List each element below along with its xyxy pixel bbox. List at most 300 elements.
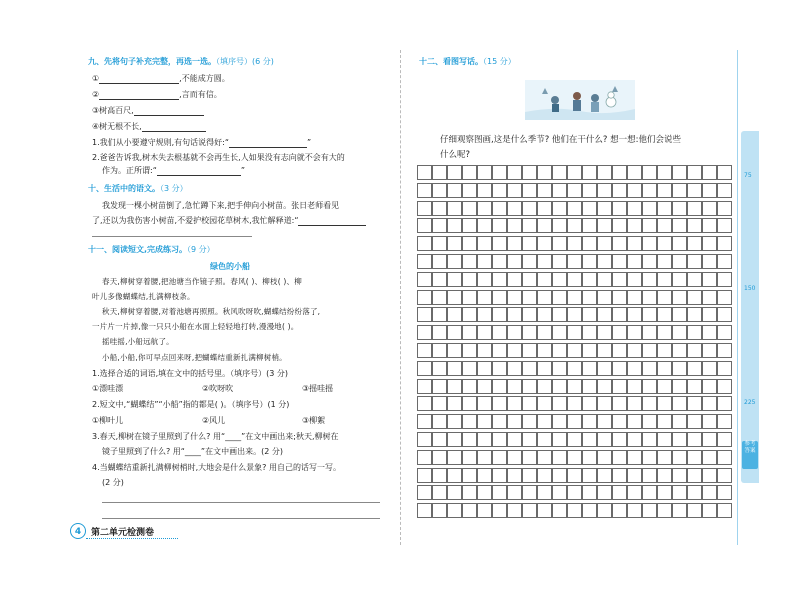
- grid-cell[interactable]: [672, 379, 687, 394]
- grid-cell[interactable]: [492, 414, 507, 429]
- grid-cell[interactable]: [507, 414, 522, 429]
- grid-cell[interactable]: [537, 307, 552, 322]
- grid-cell[interactable]: [567, 343, 582, 358]
- grid-cell[interactable]: [537, 183, 552, 198]
- grid-cell[interactable]: [432, 450, 447, 465]
- grid-cell[interactable]: [462, 272, 477, 287]
- grid-cell[interactable]: [417, 379, 432, 394]
- grid-cell[interactable]: [462, 379, 477, 394]
- grid-cell[interactable]: [642, 201, 657, 216]
- grid-cell[interactable]: [477, 165, 492, 180]
- grid-cell[interactable]: [642, 343, 657, 358]
- grid-cell[interactable]: [627, 485, 642, 500]
- grid-row[interactable]: [417, 325, 737, 340]
- grid-cell[interactable]: [492, 361, 507, 376]
- grid-cell[interactable]: [657, 414, 672, 429]
- grid-cell[interactable]: [552, 307, 567, 322]
- grid-cell[interactable]: [537, 325, 552, 340]
- grid-cell[interactable]: [582, 236, 597, 251]
- grid-cell[interactable]: [432, 236, 447, 251]
- grid-cell[interactable]: [717, 485, 732, 500]
- grid-cell[interactable]: [447, 165, 462, 180]
- q11-answer-line-1[interactable]: [102, 502, 380, 503]
- grid-cell[interactable]: [447, 236, 462, 251]
- grid-cell[interactable]: [717, 450, 732, 465]
- grid-cell[interactable]: [582, 165, 597, 180]
- grid-cell[interactable]: [507, 379, 522, 394]
- grid-cell[interactable]: [477, 272, 492, 287]
- grid-cell[interactable]: [552, 183, 567, 198]
- q10-answer-line[interactable]: [92, 236, 252, 237]
- grid-cell[interactable]: [522, 236, 537, 251]
- grid-cell[interactable]: [462, 325, 477, 340]
- grid-cell[interactable]: [492, 254, 507, 269]
- grid-cell[interactable]: [432, 432, 447, 447]
- grid-cell[interactable]: [552, 236, 567, 251]
- grid-cell[interactable]: [447, 307, 462, 322]
- grid-cell[interactable]: [687, 503, 702, 518]
- grid-cell[interactable]: [627, 325, 642, 340]
- grid-cell[interactable]: [567, 201, 582, 216]
- grid-cell[interactable]: [672, 485, 687, 500]
- grid-cell[interactable]: [597, 503, 612, 518]
- grid-cell[interactable]: [492, 432, 507, 447]
- grid-cell[interactable]: [657, 503, 672, 518]
- grid-cell[interactable]: [537, 343, 552, 358]
- grid-cell[interactable]: [597, 468, 612, 483]
- grid-cell[interactable]: [612, 201, 627, 216]
- grid-cell[interactable]: [417, 325, 432, 340]
- grid-row[interactable]: [417, 183, 737, 198]
- grid-cell[interactable]: [702, 485, 717, 500]
- grid-cell[interactable]: [432, 485, 447, 500]
- grid-row[interactable]: [417, 343, 737, 358]
- grid-cell[interactable]: [432, 379, 447, 394]
- grid-cell[interactable]: [567, 396, 582, 411]
- grid-cell[interactable]: [597, 254, 612, 269]
- grid-cell[interactable]: [597, 290, 612, 305]
- grid-cell[interactable]: [537, 361, 552, 376]
- grid-cell[interactable]: [432, 325, 447, 340]
- grid-cell[interactable]: [477, 183, 492, 198]
- grid-cell[interactable]: [582, 468, 597, 483]
- grid-cell[interactable]: [417, 468, 432, 483]
- grid-cell[interactable]: [447, 343, 462, 358]
- grid-cell[interactable]: [597, 272, 612, 287]
- grid-cell[interactable]: [552, 272, 567, 287]
- grid-cell[interactable]: [447, 432, 462, 447]
- grid-cell[interactable]: [657, 468, 672, 483]
- grid-cell[interactable]: [522, 183, 537, 198]
- grid-cell[interactable]: [627, 343, 642, 358]
- grid-cell[interactable]: [477, 503, 492, 518]
- grid-cell[interactable]: [717, 414, 732, 429]
- grid-cell[interactable]: [672, 343, 687, 358]
- grid-cell[interactable]: [717, 236, 732, 251]
- grid-row[interactable]: [417, 236, 737, 251]
- grid-cell[interactable]: [522, 414, 537, 429]
- grid-cell[interactable]: [447, 503, 462, 518]
- grid-cell[interactable]: [642, 414, 657, 429]
- grid-cell[interactable]: [582, 414, 597, 429]
- grid-cell[interactable]: [642, 450, 657, 465]
- grid-cell[interactable]: [462, 254, 477, 269]
- grid-cell[interactable]: [507, 325, 522, 340]
- grid-cell[interactable]: [567, 325, 582, 340]
- grid-cell[interactable]: [582, 307, 597, 322]
- grid-cell[interactable]: [627, 468, 642, 483]
- grid-cell[interactable]: [567, 307, 582, 322]
- grid-cell[interactable]: [702, 218, 717, 233]
- grid-cell[interactable]: [462, 290, 477, 305]
- grid-cell[interactable]: [687, 432, 702, 447]
- grid-cell[interactable]: [687, 307, 702, 322]
- grid-cell[interactable]: [492, 379, 507, 394]
- grid-cell[interactable]: [447, 414, 462, 429]
- grid-cell[interactable]: [672, 432, 687, 447]
- grid-cell[interactable]: [447, 325, 462, 340]
- grid-cell[interactable]: [507, 165, 522, 180]
- grid-cell[interactable]: [642, 325, 657, 340]
- grid-cell[interactable]: [462, 201, 477, 216]
- grid-cell[interactable]: [672, 201, 687, 216]
- grid-cell[interactable]: [522, 254, 537, 269]
- grid-cell[interactable]: [717, 432, 732, 447]
- grid-cell[interactable]: [507, 450, 522, 465]
- grid-cell[interactable]: [582, 379, 597, 394]
- grid-cell[interactable]: [522, 290, 537, 305]
- grid-cell[interactable]: [507, 361, 522, 376]
- grid-cell[interactable]: [672, 183, 687, 198]
- grid-cell[interactable]: [432, 396, 447, 411]
- grid-cell[interactable]: [522, 307, 537, 322]
- grid-cell[interactable]: [492, 183, 507, 198]
- grid-cell[interactable]: [417, 290, 432, 305]
- grid-row[interactable]: [417, 165, 737, 180]
- grid-cell[interactable]: [492, 503, 507, 518]
- grid-row[interactable]: [417, 503, 737, 518]
- grid-row[interactable]: [417, 201, 737, 216]
- grid-cell[interactable]: [417, 201, 432, 216]
- grid-cell[interactable]: [657, 343, 672, 358]
- grid-cell[interactable]: [492, 485, 507, 500]
- grid-cell[interactable]: [552, 165, 567, 180]
- grid-cell[interactable]: [702, 361, 717, 376]
- grid-cell[interactable]: [432, 218, 447, 233]
- grid-cell[interactable]: [687, 361, 702, 376]
- answer-key-badge[interactable]: 参考答案: [742, 441, 758, 469]
- grid-cell[interactable]: [657, 236, 672, 251]
- grid-cell[interactable]: [642, 236, 657, 251]
- grid-cell[interactable]: [417, 165, 432, 180]
- grid-cell[interactable]: [627, 379, 642, 394]
- grid-cell[interactable]: [582, 450, 597, 465]
- grid-cell[interactable]: [432, 183, 447, 198]
- grid-cell[interactable]: [552, 396, 567, 411]
- grid-cell[interactable]: [552, 201, 567, 216]
- grid-row[interactable]: [417, 361, 737, 376]
- grid-cell[interactable]: [687, 272, 702, 287]
- grid-cell[interactable]: [507, 503, 522, 518]
- grid-cell[interactable]: [717, 183, 732, 198]
- grid-cell[interactable]: [597, 325, 612, 340]
- grid-cell[interactable]: [597, 201, 612, 216]
- grid-cell[interactable]: [672, 414, 687, 429]
- grid-cell[interactable]: [492, 201, 507, 216]
- grid-cell[interactable]: [537, 165, 552, 180]
- grid-cell[interactable]: [462, 396, 477, 411]
- grid-row[interactable]: [417, 414, 737, 429]
- grid-cell[interactable]: [657, 307, 672, 322]
- grid-cell[interactable]: [507, 218, 522, 233]
- grid-cell[interactable]: [447, 254, 462, 269]
- grid-cell[interactable]: [537, 254, 552, 269]
- grid-row[interactable]: [417, 290, 737, 305]
- grid-cell[interactable]: [672, 450, 687, 465]
- grid-cell[interactable]: [462, 361, 477, 376]
- grid-cell[interactable]: [687, 183, 702, 198]
- grid-cell[interactable]: [612, 325, 627, 340]
- grid-row[interactable]: [417, 272, 737, 287]
- grid-cell[interactable]: [477, 236, 492, 251]
- grid-cell[interactable]: [552, 361, 567, 376]
- grid-cell[interactable]: [537, 201, 552, 216]
- grid-cell[interactable]: [612, 485, 627, 500]
- grid-cell[interactable]: [507, 272, 522, 287]
- grid-cell[interactable]: [492, 165, 507, 180]
- grid-cell[interactable]: [582, 343, 597, 358]
- grid-cell[interactable]: [462, 468, 477, 483]
- grid-cell[interactable]: [522, 379, 537, 394]
- grid-cell[interactable]: [567, 468, 582, 483]
- grid-cell[interactable]: [492, 236, 507, 251]
- grid-cell[interactable]: [567, 379, 582, 394]
- grid-cell[interactable]: [432, 272, 447, 287]
- grid-cell[interactable]: [417, 183, 432, 198]
- grid-cell[interactable]: [417, 236, 432, 251]
- grid-cell[interactable]: [507, 307, 522, 322]
- grid-cell[interactable]: [492, 396, 507, 411]
- grid-cell[interactable]: [447, 183, 462, 198]
- grid-cell[interactable]: [627, 432, 642, 447]
- grid-cell[interactable]: [477, 218, 492, 233]
- grid-cell[interactable]: [627, 396, 642, 411]
- grid-cell[interactable]: [462, 236, 477, 251]
- grid-cell[interactable]: [582, 485, 597, 500]
- grid-cell[interactable]: [417, 503, 432, 518]
- grid-cell[interactable]: [597, 236, 612, 251]
- grid-cell[interactable]: [627, 165, 642, 180]
- grid-cell[interactable]: [492, 325, 507, 340]
- grid-cell[interactable]: [672, 307, 687, 322]
- grid-row[interactable]: [417, 254, 737, 269]
- grid-cell[interactable]: [552, 485, 567, 500]
- grid-cell[interactable]: [537, 272, 552, 287]
- grid-cell[interactable]: [417, 414, 432, 429]
- grid-cell[interactable]: [522, 343, 537, 358]
- grid-cell[interactable]: [477, 361, 492, 376]
- grid-cell[interactable]: [672, 165, 687, 180]
- grid-cell[interactable]: [477, 290, 492, 305]
- grid-cell[interactable]: [507, 432, 522, 447]
- grid-cell[interactable]: [537, 218, 552, 233]
- grid-row[interactable]: [417, 218, 737, 233]
- grid-row[interactable]: [417, 485, 737, 500]
- grid-cell[interactable]: [477, 307, 492, 322]
- grid-cell[interactable]: [582, 396, 597, 411]
- grid-cell[interactable]: [702, 432, 717, 447]
- grid-row[interactable]: [417, 379, 737, 394]
- grid-cell[interactable]: [567, 218, 582, 233]
- grid-cell[interactable]: [567, 361, 582, 376]
- grid-row[interactable]: [417, 396, 737, 411]
- grid-cell[interactable]: [672, 290, 687, 305]
- grid-cell[interactable]: [522, 272, 537, 287]
- grid-cell[interactable]: [462, 414, 477, 429]
- grid-cell[interactable]: [702, 183, 717, 198]
- grid-cell[interactable]: [447, 201, 462, 216]
- grid-cell[interactable]: [432, 307, 447, 322]
- grid-cell[interactable]: [477, 414, 492, 429]
- grid-cell[interactable]: [432, 165, 447, 180]
- grid-cell[interactable]: [432, 201, 447, 216]
- grid-cell[interactable]: [462, 218, 477, 233]
- grid-row[interactable]: [417, 432, 737, 447]
- grid-cell[interactable]: [717, 325, 732, 340]
- grid-cell[interactable]: [567, 432, 582, 447]
- grid-cell[interactable]: [717, 503, 732, 518]
- grid-cell[interactable]: [582, 254, 597, 269]
- grid-cell[interactable]: [597, 183, 612, 198]
- grid-cell[interactable]: [477, 325, 492, 340]
- grid-cell[interactable]: [417, 396, 432, 411]
- grid-cell[interactable]: [492, 290, 507, 305]
- grid-cell[interactable]: [717, 468, 732, 483]
- grid-cell[interactable]: [627, 236, 642, 251]
- grid-cell[interactable]: [417, 450, 432, 465]
- grid-cell[interactable]: [627, 218, 642, 233]
- grid-cell[interactable]: [507, 201, 522, 216]
- grid-cell[interactable]: [447, 468, 462, 483]
- grid-cell[interactable]: [702, 343, 717, 358]
- grid-cell[interactable]: [582, 432, 597, 447]
- grid-cell[interactable]: [447, 361, 462, 376]
- grid-cell[interactable]: [657, 272, 672, 287]
- grid-cell[interactable]: [702, 503, 717, 518]
- grid-cell[interactable]: [462, 165, 477, 180]
- grid-cell[interactable]: [582, 503, 597, 518]
- grid-cell[interactable]: [702, 307, 717, 322]
- grid-cell[interactable]: [597, 414, 612, 429]
- grid-cell[interactable]: [567, 450, 582, 465]
- grid-cell[interactable]: [627, 272, 642, 287]
- grid-cell[interactable]: [642, 307, 657, 322]
- grid-cell[interactable]: [657, 450, 672, 465]
- grid-cell[interactable]: [687, 218, 702, 233]
- grid-cell[interactable]: [582, 361, 597, 376]
- grid-cell[interactable]: [447, 379, 462, 394]
- grid-cell[interactable]: [702, 272, 717, 287]
- grid-cell[interactable]: [597, 485, 612, 500]
- grid-cell[interactable]: [612, 432, 627, 447]
- grid-cell[interactable]: [687, 254, 702, 269]
- grid-cell[interactable]: [702, 236, 717, 251]
- grid-cell[interactable]: [672, 272, 687, 287]
- grid-cell[interactable]: [522, 432, 537, 447]
- q11-answer-line-2[interactable]: [102, 518, 380, 519]
- grid-cell[interactable]: [567, 254, 582, 269]
- grid-cell[interactable]: [567, 272, 582, 287]
- grid-cell[interactable]: [552, 290, 567, 305]
- grid-cell[interactable]: [717, 361, 732, 376]
- grid-cell[interactable]: [477, 254, 492, 269]
- grid-cell[interactable]: [702, 450, 717, 465]
- grid-cell[interactable]: [627, 183, 642, 198]
- grid-cell[interactable]: [672, 396, 687, 411]
- grid-cell[interactable]: [657, 379, 672, 394]
- grid-cell[interactable]: [507, 183, 522, 198]
- grid-cell[interactable]: [657, 201, 672, 216]
- grid-cell[interactable]: [597, 432, 612, 447]
- grid-cell[interactable]: [687, 450, 702, 465]
- grid-cell[interactable]: [702, 165, 717, 180]
- grid-cell[interactable]: [717, 379, 732, 394]
- grid-cell[interactable]: [507, 396, 522, 411]
- grid-cell[interactable]: [582, 325, 597, 340]
- grid-cell[interactable]: [477, 468, 492, 483]
- grid-cell[interactable]: [657, 361, 672, 376]
- grid-cell[interactable]: [597, 165, 612, 180]
- grid-cell[interactable]: [537, 379, 552, 394]
- grid-cell[interactable]: [717, 307, 732, 322]
- grid-cell[interactable]: [687, 485, 702, 500]
- grid-cell[interactable]: [522, 361, 537, 376]
- grid-cell[interactable]: [612, 343, 627, 358]
- grid-cell[interactable]: [477, 485, 492, 500]
- grid-cell[interactable]: [582, 272, 597, 287]
- grid-cell[interactable]: [642, 361, 657, 376]
- grid-cell[interactable]: [462, 183, 477, 198]
- grid-cell[interactable]: [537, 432, 552, 447]
- grid-cell[interactable]: [417, 361, 432, 376]
- grid-cell[interactable]: [447, 485, 462, 500]
- grid-cell[interactable]: [477, 450, 492, 465]
- grid-cell[interactable]: [612, 272, 627, 287]
- grid-cell[interactable]: [612, 379, 627, 394]
- grid-cell[interactable]: [522, 450, 537, 465]
- grid-cell[interactable]: [717, 290, 732, 305]
- grid-cell[interactable]: [507, 254, 522, 269]
- grid-cell[interactable]: [477, 432, 492, 447]
- grid-cell[interactable]: [477, 396, 492, 411]
- grid-cell[interactable]: [717, 343, 732, 358]
- grid-cell[interactable]: [717, 254, 732, 269]
- grid-cell[interactable]: [537, 414, 552, 429]
- grid-cell[interactable]: [432, 468, 447, 483]
- grid-cell[interactable]: [672, 218, 687, 233]
- grid-cell[interactable]: [522, 396, 537, 411]
- grid-cell[interactable]: [462, 307, 477, 322]
- grid-cell[interactable]: [627, 450, 642, 465]
- grid-cell[interactable]: [537, 396, 552, 411]
- grid-cell[interactable]: [627, 254, 642, 269]
- grid-cell[interactable]: [552, 503, 567, 518]
- grid-cell[interactable]: [612, 468, 627, 483]
- grid-cell[interactable]: [447, 450, 462, 465]
- grid-cell[interactable]: [687, 236, 702, 251]
- grid-cell[interactable]: [507, 485, 522, 500]
- grid-cell[interactable]: [417, 432, 432, 447]
